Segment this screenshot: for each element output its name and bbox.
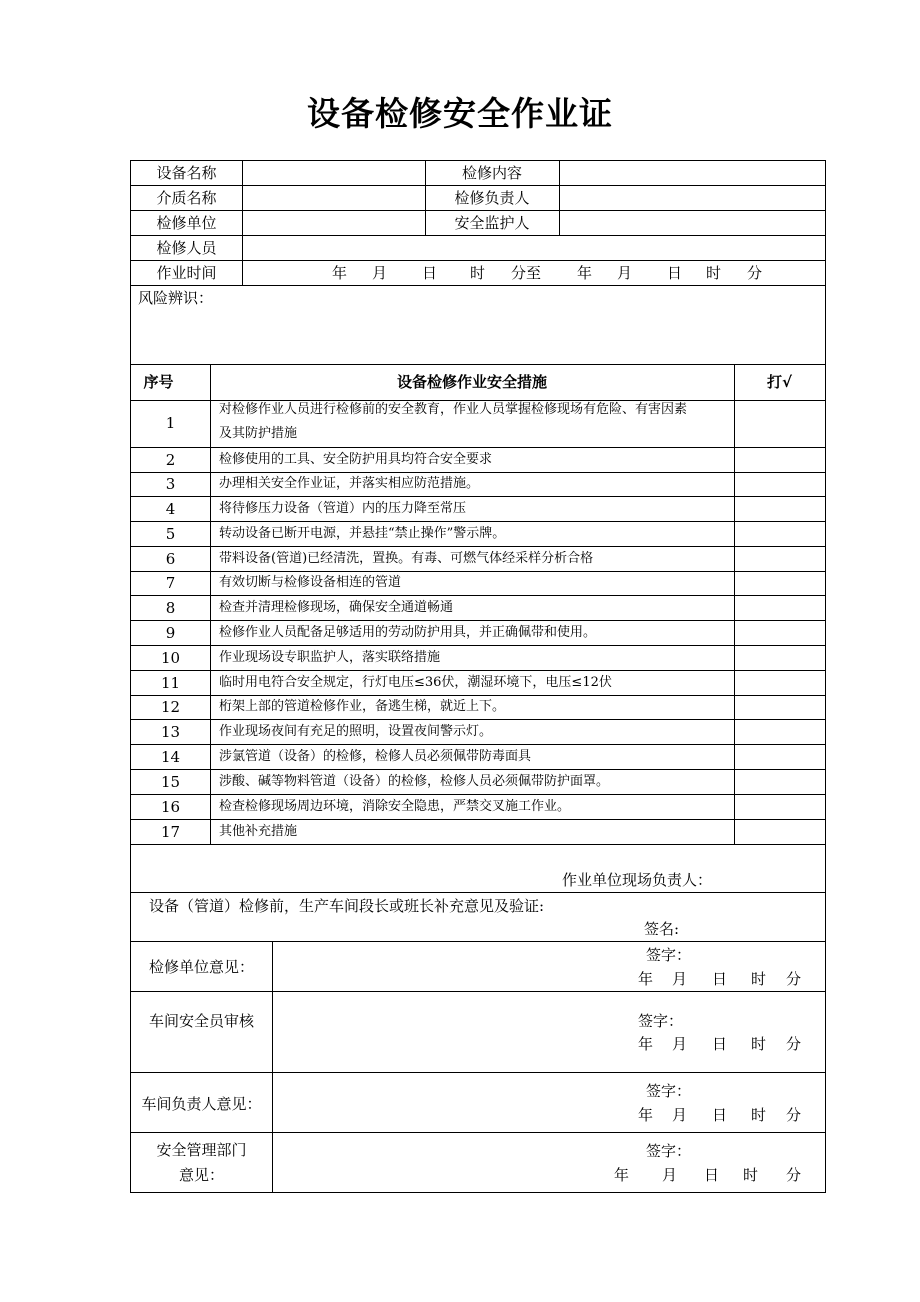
- row-number: 13: [160, 723, 181, 741]
- equipment-name-label: 设备名称: [156, 164, 217, 182]
- opinion-hour: 时: [743, 1166, 759, 1184]
- site-leader-label: 作业单位现场负责人：: [562, 871, 713, 889]
- opinion-hour: 时: [751, 1035, 767, 1053]
- time-month-1: 月: [372, 264, 388, 282]
- safety-dept-opinion-label-continued: 意见：: [178, 1166, 224, 1184]
- col-measure-header: 设备检修作业安全措施: [396, 373, 547, 391]
- measure-text: 涉酸、碱等物料管道（设备）的检修，检修人员必须佩带防护面罩。: [219, 774, 610, 789]
- opinion-month: 月: [672, 1035, 688, 1053]
- row-number: 11: [160, 674, 181, 692]
- opinion-sign-label: 签字：: [646, 1142, 692, 1160]
- row-number: 6: [165, 550, 176, 568]
- opinion-minute: 分: [786, 1106, 802, 1124]
- work-time-label: 作业时间: [156, 264, 217, 282]
- row-number: 4: [165, 500, 176, 518]
- measure-text-continued: 及其防护措施: [219, 426, 298, 441]
- permit-form: [130, 160, 826, 1193]
- repair-personnel-label: 检修人员: [156, 239, 217, 257]
- opinion-day: 日: [712, 970, 728, 988]
- verification-sign-label: 签名:: [644, 920, 680, 938]
- time-year-1: 年: [332, 264, 348, 282]
- time-day-1: 日: [422, 264, 438, 282]
- opinion-day: 日: [712, 1035, 728, 1053]
- row-number: 12: [160, 698, 181, 716]
- row-number: 9: [165, 624, 176, 642]
- opinion-minute: 分: [786, 1035, 802, 1053]
- opinion-year: 年: [614, 1166, 630, 1184]
- safety-dept-opinion-label: 安全管理部门: [156, 1141, 247, 1159]
- measure-text: 检查检修现场周边环境，消除安全隐患，严禁交叉施工作业。: [219, 799, 571, 814]
- row-number: 15: [160, 773, 181, 791]
- opinion-year: 年: [638, 1035, 654, 1053]
- row-number: 2: [165, 451, 176, 469]
- page-title: 设备检修安全作业证: [307, 94, 613, 133]
- time-hour-1: 时: [470, 264, 486, 282]
- repair-unit-opinion-label: 检修单位意见：: [148, 958, 254, 976]
- measure-text: 作业现场设专职监护人，落实联络措施: [219, 650, 441, 665]
- measure-text: 办理相关安全作业证，并落实相应防范措施。: [219, 476, 480, 491]
- measure-text: 检修使用的工具、安全防护用具均符合安全要求: [219, 452, 493, 467]
- opinion-sign-label: 签字：: [646, 946, 692, 964]
- opinion-day: 日: [712, 1106, 728, 1124]
- repair-leader-label: 检修负责人: [454, 189, 530, 207]
- time-month-2: 月: [617, 264, 633, 282]
- repair-unit-label: 检修单位: [156, 214, 217, 232]
- row-number: 3: [165, 475, 176, 493]
- workshop-leader-opinion-label: 车间负责人意见：: [141, 1095, 262, 1113]
- row-number: 5: [165, 525, 176, 543]
- row-number: 16: [160, 798, 181, 816]
- measure-text: 对检修作业人员进行检修前的安全教育，作业人员掌握检修现场有危险、有害因素: [219, 402, 688, 417]
- time-year-2: 年: [577, 264, 593, 282]
- opinion-day: 日: [704, 1166, 720, 1184]
- row-number: 8: [165, 599, 176, 617]
- medium-name-label: 介质名称: [156, 189, 217, 207]
- measure-text: 作业现场夜间有充足的照明，设置夜间警示灯。: [219, 724, 493, 739]
- measure-text: 有效切断与检修设备相连的管道: [219, 575, 402, 590]
- opinion-year: 年: [638, 1106, 654, 1124]
- repair-content-label: 检修内容: [461, 164, 522, 182]
- row-number: 17: [160, 823, 181, 841]
- verification-text: 设备（管道）检修前，生产车间段长或班长补充意见及验证:: [149, 897, 545, 915]
- time-minute-to: 分至: [511, 264, 542, 282]
- measure-text: 将待修压力设备（管道）内的压力降至常压: [219, 501, 467, 516]
- opinion-minute: 分: [786, 1166, 802, 1184]
- row-number: 10: [160, 649, 181, 667]
- opinion-year: 年: [638, 970, 654, 988]
- risk-identification-label: 风险辨识：: [138, 289, 214, 307]
- col-check-header: 打√: [766, 373, 792, 391]
- time-hour-2: 时: [706, 264, 722, 282]
- time-day-2: 日: [667, 264, 683, 282]
- row-number: 7: [165, 574, 176, 592]
- opinion-sign-label: 签字：: [638, 1012, 684, 1030]
- measure-text: 转动设备已断开电源，并悬挂“禁止操作”警示牌。: [219, 526, 506, 541]
- opinion-month: 月: [672, 1106, 688, 1124]
- col-seq-header: 序号: [143, 373, 174, 391]
- row-number: 1: [165, 414, 176, 432]
- measure-text: 其他补充措施: [219, 824, 298, 839]
- measure-text: 检修作业人员配备足够适用的劳动防护用具，并正确佩带和使用。: [219, 625, 597, 640]
- opinion-hour: 时: [751, 970, 767, 988]
- time-minute-2: 分: [747, 264, 763, 282]
- opinion-minute: 分: [786, 970, 802, 988]
- safety-monitor-label: 安全监护人: [454, 214, 530, 232]
- measure-text: 涉氯管道（设备）的检修，检修人员必须佩带防毒面具: [219, 749, 532, 764]
- opinion-sign-label: 签字：: [646, 1082, 692, 1100]
- opinion-month: 月: [672, 970, 688, 988]
- row-number: 14: [160, 748, 181, 766]
- measure-text: 检查并清理检修现场，确保安全通道畅通: [219, 600, 454, 615]
- measure-text: 带料设备(管道)已经清洗，置换。有毒、可燃气体经采样分析合格: [219, 551, 594, 566]
- workshop-safety-review-label: 车间安全员审核: [148, 1012, 254, 1030]
- measure-text: 桁架上部的管道检修作业，备逃生梯，就近上下。: [219, 699, 506, 714]
- measure-text: 临时用电符合安全规定，行灯电压≤36伏，潮湿环境下，电压≤12伏: [219, 675, 612, 690]
- opinion-hour: 时: [751, 1106, 767, 1124]
- opinion-month: 月: [662, 1166, 678, 1184]
